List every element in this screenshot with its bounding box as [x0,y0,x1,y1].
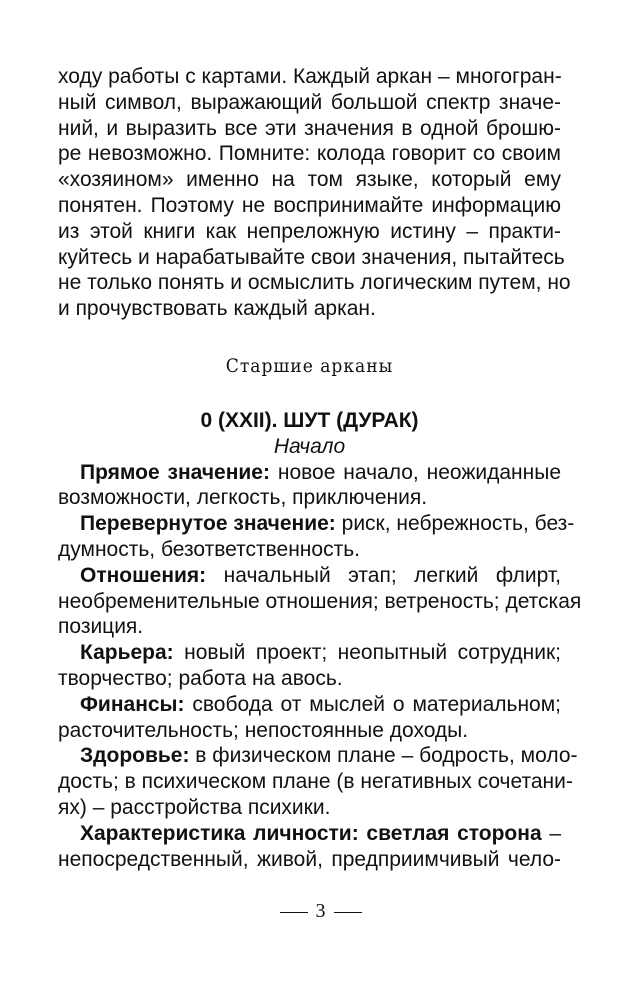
section-title: Старшие арканы [225,354,394,377]
entry-text: в физическом плане – бодрость, моло- [189,744,578,768]
entry-line: творчество; работа на авось. [58,666,343,690]
intro-line: «хозяином» именно на том языке, который ему [58,168,561,192]
entry-career [58,640,561,692]
entry-label: Отношения: [80,563,207,587]
entry-health [58,743,578,820]
entry-label: Карьера: [80,641,174,665]
entry-first-line [58,563,561,589]
page-number: 3 [315,900,326,922]
entry-text: новый проект; неопытный сотрудник; [173,641,561,665]
entry-text: – [541,821,561,845]
card-title: 0 (XXII). ШУТ (ДУРАК) [200,408,419,432]
entry-first-line [58,692,561,718]
entry-text: начальный этап; легкий флирт, [206,563,561,587]
entry-label: Перевернутое значение: [80,512,336,536]
entry-reversed [58,511,575,563]
intro-line: ре невозможно. Помните: колода говорит со своим [58,142,561,166]
intro-line: не только понять и осмыслить логическим путем, но [58,271,571,295]
intro-line: куйтесь и нарабатывайте свои значения, пытайтесь [58,245,565,269]
entry-line: расточительность; непостоянные доходы. [58,718,469,742]
entry-first-line [58,511,575,537]
entry-line: позиция. [58,615,144,639]
footer-dash [334,912,362,913]
intro-line: понятен. Поэтому не воспринимайте информацию [58,193,561,217]
intro-line: ходу работы с картами. Каждый аркан – многогран- [58,65,562,88]
entry-line: необременительные отношения; ветреность; детская [58,589,582,613]
entry-line: дость; в психическом плане (в негативных сочетани- [58,770,573,794]
entry-personality [58,821,561,873]
entry-label: Характеристика личности: светлая сторона [80,821,542,845]
entry-upright [58,460,561,512]
entry-first-line [58,640,561,666]
entry-line: возможности, легкость, приключения. [58,486,428,510]
entry-first-line [58,821,561,847]
entry-label: Здоровье: [80,744,190,768]
entry-label: Финансы: [80,692,185,716]
entry-label: Прямое значение: [80,460,270,484]
footer-dash [280,912,308,913]
entry-first-line [58,460,561,486]
intro-paragraph [58,64,571,322]
intro-line: из этой книги как непреложную истину – практи- [58,219,561,243]
entry-line: ях) – расстройства психики. [58,795,331,819]
entry-text: свобода от мыслей о материальном; [184,692,561,716]
entry-text: риск, небрежность, без- [335,512,575,536]
book-page [58,64,582,872]
entry-line: непосредственный, живой, предприимчивый чело- [58,847,561,871]
page-number-footer [0,900,641,923]
intro-line: ний, и выразить все эти значения в одной брошю- [58,116,561,140]
card-subtitle: Начало [273,434,346,458]
entry-line: думность, безответственность. [58,537,360,561]
intro-line: и прочувствовать каждый аркан. [58,297,376,321]
intro-line: ный символ, выражающий большой спектр значе- [58,90,561,114]
entry-text: новое начало, неожиданные [269,460,561,484]
entry-first-line [58,743,578,769]
entry-relationships [58,563,582,640]
entry-finance [58,692,561,744]
